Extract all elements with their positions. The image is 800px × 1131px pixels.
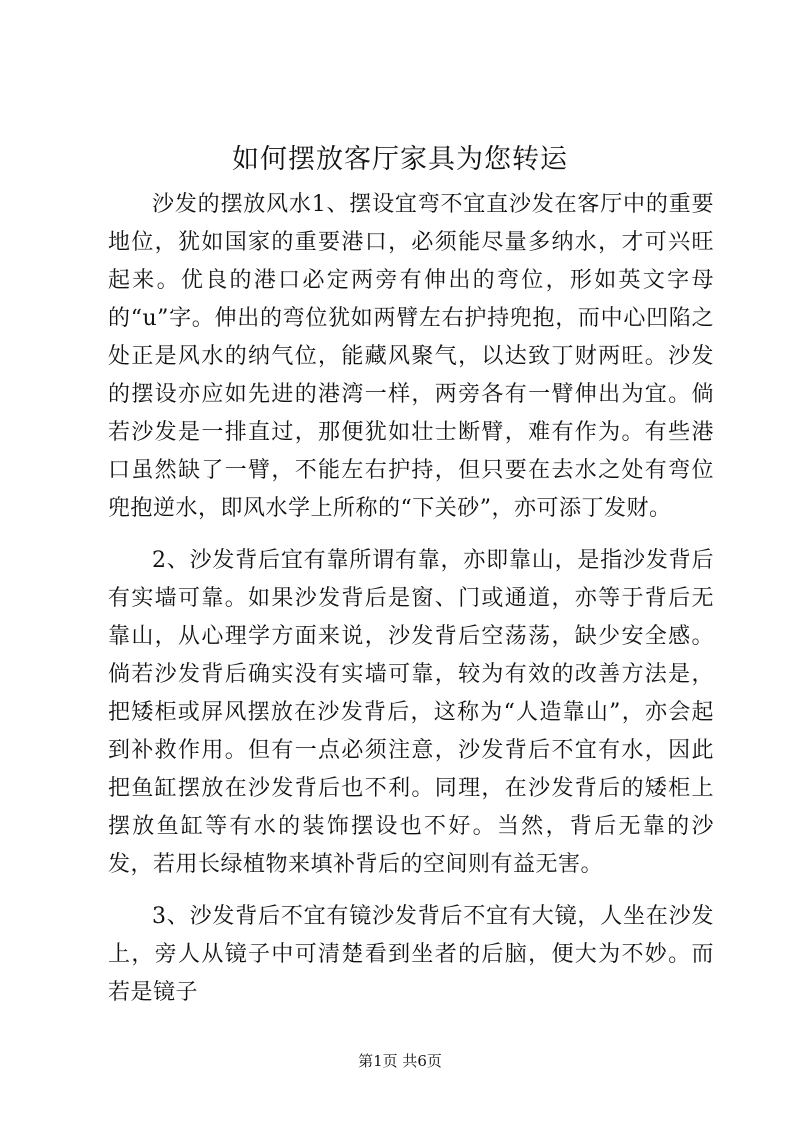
document-title: 如何摆放客厅家具为您转运	[232, 144, 568, 175]
paragraph-1: 沙发的摆放风水1、摆设宜弯不宜直沙发在客厅中的重要地位，犹如国家的重要港口，必须能尽量多纳水，才可兴旺起来。优良的港口必定两旁有伸出的弯位，形如英文字母的“u”字。伸出的弯位犹如两臂左右护持兜抱，而中心凹陷之处正是风水的纳气位，能藏风聚气，以达致丁财两旺。沙发的摆设亦应如先进的港湾一样，两旁各有一臂伸出为宜。倘若沙发是一排直过，那便犹如壮士断臂，难有作为。有些港口虽然缺了一臂，不能左右护持，但只要在去水之处有弯位兜抱逆水，即风水学上所称的“下关砂”，亦可添丁发财。	[108, 192, 714, 521]
paragraph-2: 2、沙发背后宜有靠所谓有靠，亦即靠山，是指沙发背后有实墙可靠。如果沙发背后是窗、门或通道，亦等于背后无靠山，从心理学方面来说，沙发背后空荡荡，缺少安全感。倘若沙发背后确实没有实墙可靠，较为有效的改善方法是，把矮柜或屏风摆放在沙发背后，这称为“人造靠山”，亦会起到补救作用。但有一点必须注意，沙发背后不宜有水，因此把鱼缸摆放在沙发背后也不利。同理，在沙发背后的矮柜上摆放鱼缸等有水的装饰摆设也不好。当然，背后无靠的沙发，若用长绿植物来填补背后的空间则有益无害。	[108, 548, 714, 877]
document-body	[108, 186, 714, 1026]
paragraph-3: 3、沙发背后不宜有镜沙发背后不宜有大镜，人坐在沙发上，旁人从镜子中可清楚看到坐者的后脑，便大为不妙。而若是镜子	[108, 904, 714, 1005]
page-number-footer: 第1页 共6页	[358, 1052, 442, 1070]
